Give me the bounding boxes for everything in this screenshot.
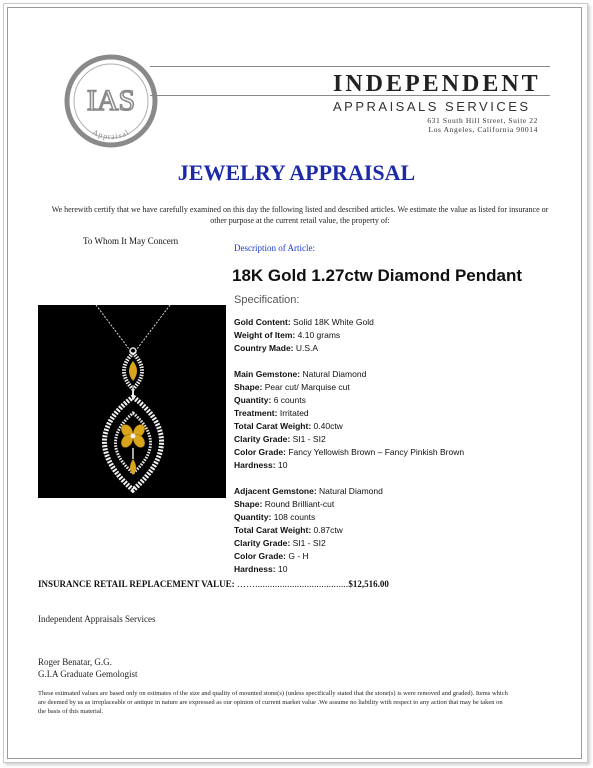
- signatory-name: Roger Benatar, G.G.: [38, 657, 112, 667]
- insurance-value: $12,516.00: [348, 579, 389, 589]
- spec-row: Gold Content: Solid 18K White Gold: [234, 317, 374, 327]
- signatory-title: G.I.A Graduate Gemologist: [38, 669, 138, 679]
- recipient: To Whom It May Concern: [83, 236, 179, 246]
- spec-value: 0.87ctw: [313, 525, 343, 535]
- spec-row: Color Grade: Fancy Yellowish Brown – Fancy Pinkish Brown: [234, 447, 465, 457]
- company-name: INDEPENDENT: [333, 71, 541, 97]
- spec-value: 10: [277, 564, 288, 574]
- insurance-value-line: [38, 579, 389, 589]
- spec-value: U.S.A: [295, 343, 319, 353]
- spec-value: Pear cut/ Marquise cut: [264, 382, 350, 392]
- insurance-dots: ……......................................: [236, 579, 349, 589]
- spec-row: Shape: Round Brilliant-cut: [234, 499, 335, 509]
- logo-ring-text: Appraisal: [90, 127, 132, 142]
- spec-row: Weight of Item: 4.10 grams: [234, 330, 341, 340]
- logo-letters: IAS: [86, 84, 136, 117]
- spec-row: Hardness: 10: [234, 460, 288, 470]
- spec-row: Total Carat Weight: 0.87ctw: [234, 525, 343, 535]
- spec-label: Hardness: [234, 460, 273, 470]
- spec-label: Color Grade: [234, 447, 284, 457]
- spec-label: Gold Content: [234, 317, 288, 327]
- spec-label: Country Made: [234, 343, 291, 353]
- company-address-line2: Los Angeles, California 90014: [428, 125, 538, 134]
- spec-label: Shape: [234, 382, 260, 392]
- spec-label: Shape: [234, 499, 260, 509]
- spec-label: Quantity: [234, 512, 269, 522]
- spec-row: Clarity Grade: SI1 - SI2: [234, 538, 326, 548]
- certification-text: We herewith certify that we have carefully examined on this day the following listed and described articles. We estimate the value as listed for insurance or other purpose at the current retail value, the property of:: [51, 205, 549, 225]
- specification-label: Specification:: [234, 294, 300, 306]
- spec-value: G - H: [288, 551, 309, 561]
- spec-label: Treatment: [234, 408, 275, 418]
- document-title: JEWELRY APPRAISAL: [177, 160, 416, 185]
- spec-label: Adjacent Gemstone: [234, 486, 314, 496]
- spec-row: Hardness: 10: [234, 564, 288, 574]
- spec-value: 6 counts: [273, 395, 306, 405]
- spec-row: Adjacent Gemstone: Natural Diamond: [234, 486, 383, 496]
- spec-row: Treatment: Irritated: [234, 408, 309, 418]
- spec-label: Weight of Item: [234, 330, 293, 340]
- spec-label: Color Grade: [234, 551, 284, 561]
- spec-row: Clarity Grade: SI1 - SI2: [234, 434, 326, 444]
- spec-value: SI1 - SI2: [292, 434, 326, 444]
- spec-value: Natural Diamond: [319, 486, 383, 496]
- spec-label: Hardness: [234, 564, 273, 574]
- ias-logo: [63, 53, 159, 149]
- insurance-label: INSURANCE RETAIL REPLACEMENT VALUE:: [38, 579, 235, 589]
- spec-row: Quantity: 108 counts: [234, 512, 316, 522]
- spec-label: Clarity Grade: [234, 434, 288, 444]
- spec-value: Fancy Yellowish Brown – Fancy Pinkish Brown: [288, 447, 465, 457]
- spec-row: Quantity: 6 counts: [234, 395, 306, 405]
- item-title: 18K Gold 1.27ctw Diamond Pendant: [232, 266, 523, 285]
- description-label: Description of Article:: [234, 243, 315, 253]
- spec-label: Quantity: [234, 395, 269, 405]
- company-address-line1: 631 South Hill Street, Suite 22: [427, 116, 538, 125]
- spec-label: Main Gemstone: [234, 369, 298, 379]
- spec-value: Natural Diamond: [302, 369, 367, 379]
- spec-value: Round Brilliant-cut: [264, 499, 335, 509]
- spec-value: 108 counts: [273, 512, 316, 522]
- spec-value: SI1 - SI2: [292, 538, 326, 548]
- disclaimer-text: These estimated values are based only on estimates of the size and quality of mounted stone(s) (unless specifically stated that the stone(s) is were removed and graded). Items which are deemed by us as irreplaceable or antique in nature are expressed as our opinion of current market value .We assume no liability with respect to any action that may be taken on the basis of this material.: [38, 690, 508, 715]
- footer-company: Independent Appraisals Services: [38, 614, 156, 624]
- spec-value: 0.40ctw: [313, 421, 343, 431]
- header-rule-top: [150, 66, 550, 67]
- spec-row: Total Carat Weight: 0.40ctw: [234, 421, 343, 431]
- spec-label: Total Carat Weight: [234, 525, 309, 535]
- spec-label: Total Carat Weight: [234, 421, 309, 431]
- spec-value: 10: [277, 460, 288, 470]
- spec-row: Color Grade: G - H: [234, 551, 309, 561]
- spec-value: Solid 18K White Gold: [293, 317, 374, 327]
- company-subtitle: APPRAISALS SERVICES: [333, 99, 531, 114]
- pendant-photo: [38, 305, 226, 498]
- spec-row: Country Made: U.S.A: [234, 343, 319, 353]
- spec-value: Irritated: [279, 408, 309, 418]
- spec-row: Main Gemstone: Natural Diamond: [234, 369, 367, 379]
- spec-label: Clarity Grade: [234, 538, 288, 548]
- specifications: [234, 316, 464, 576]
- spec-value: 4.10 grams: [297, 330, 341, 340]
- spec-row: Shape: Pear cut/ Marquise cut: [234, 382, 350, 392]
